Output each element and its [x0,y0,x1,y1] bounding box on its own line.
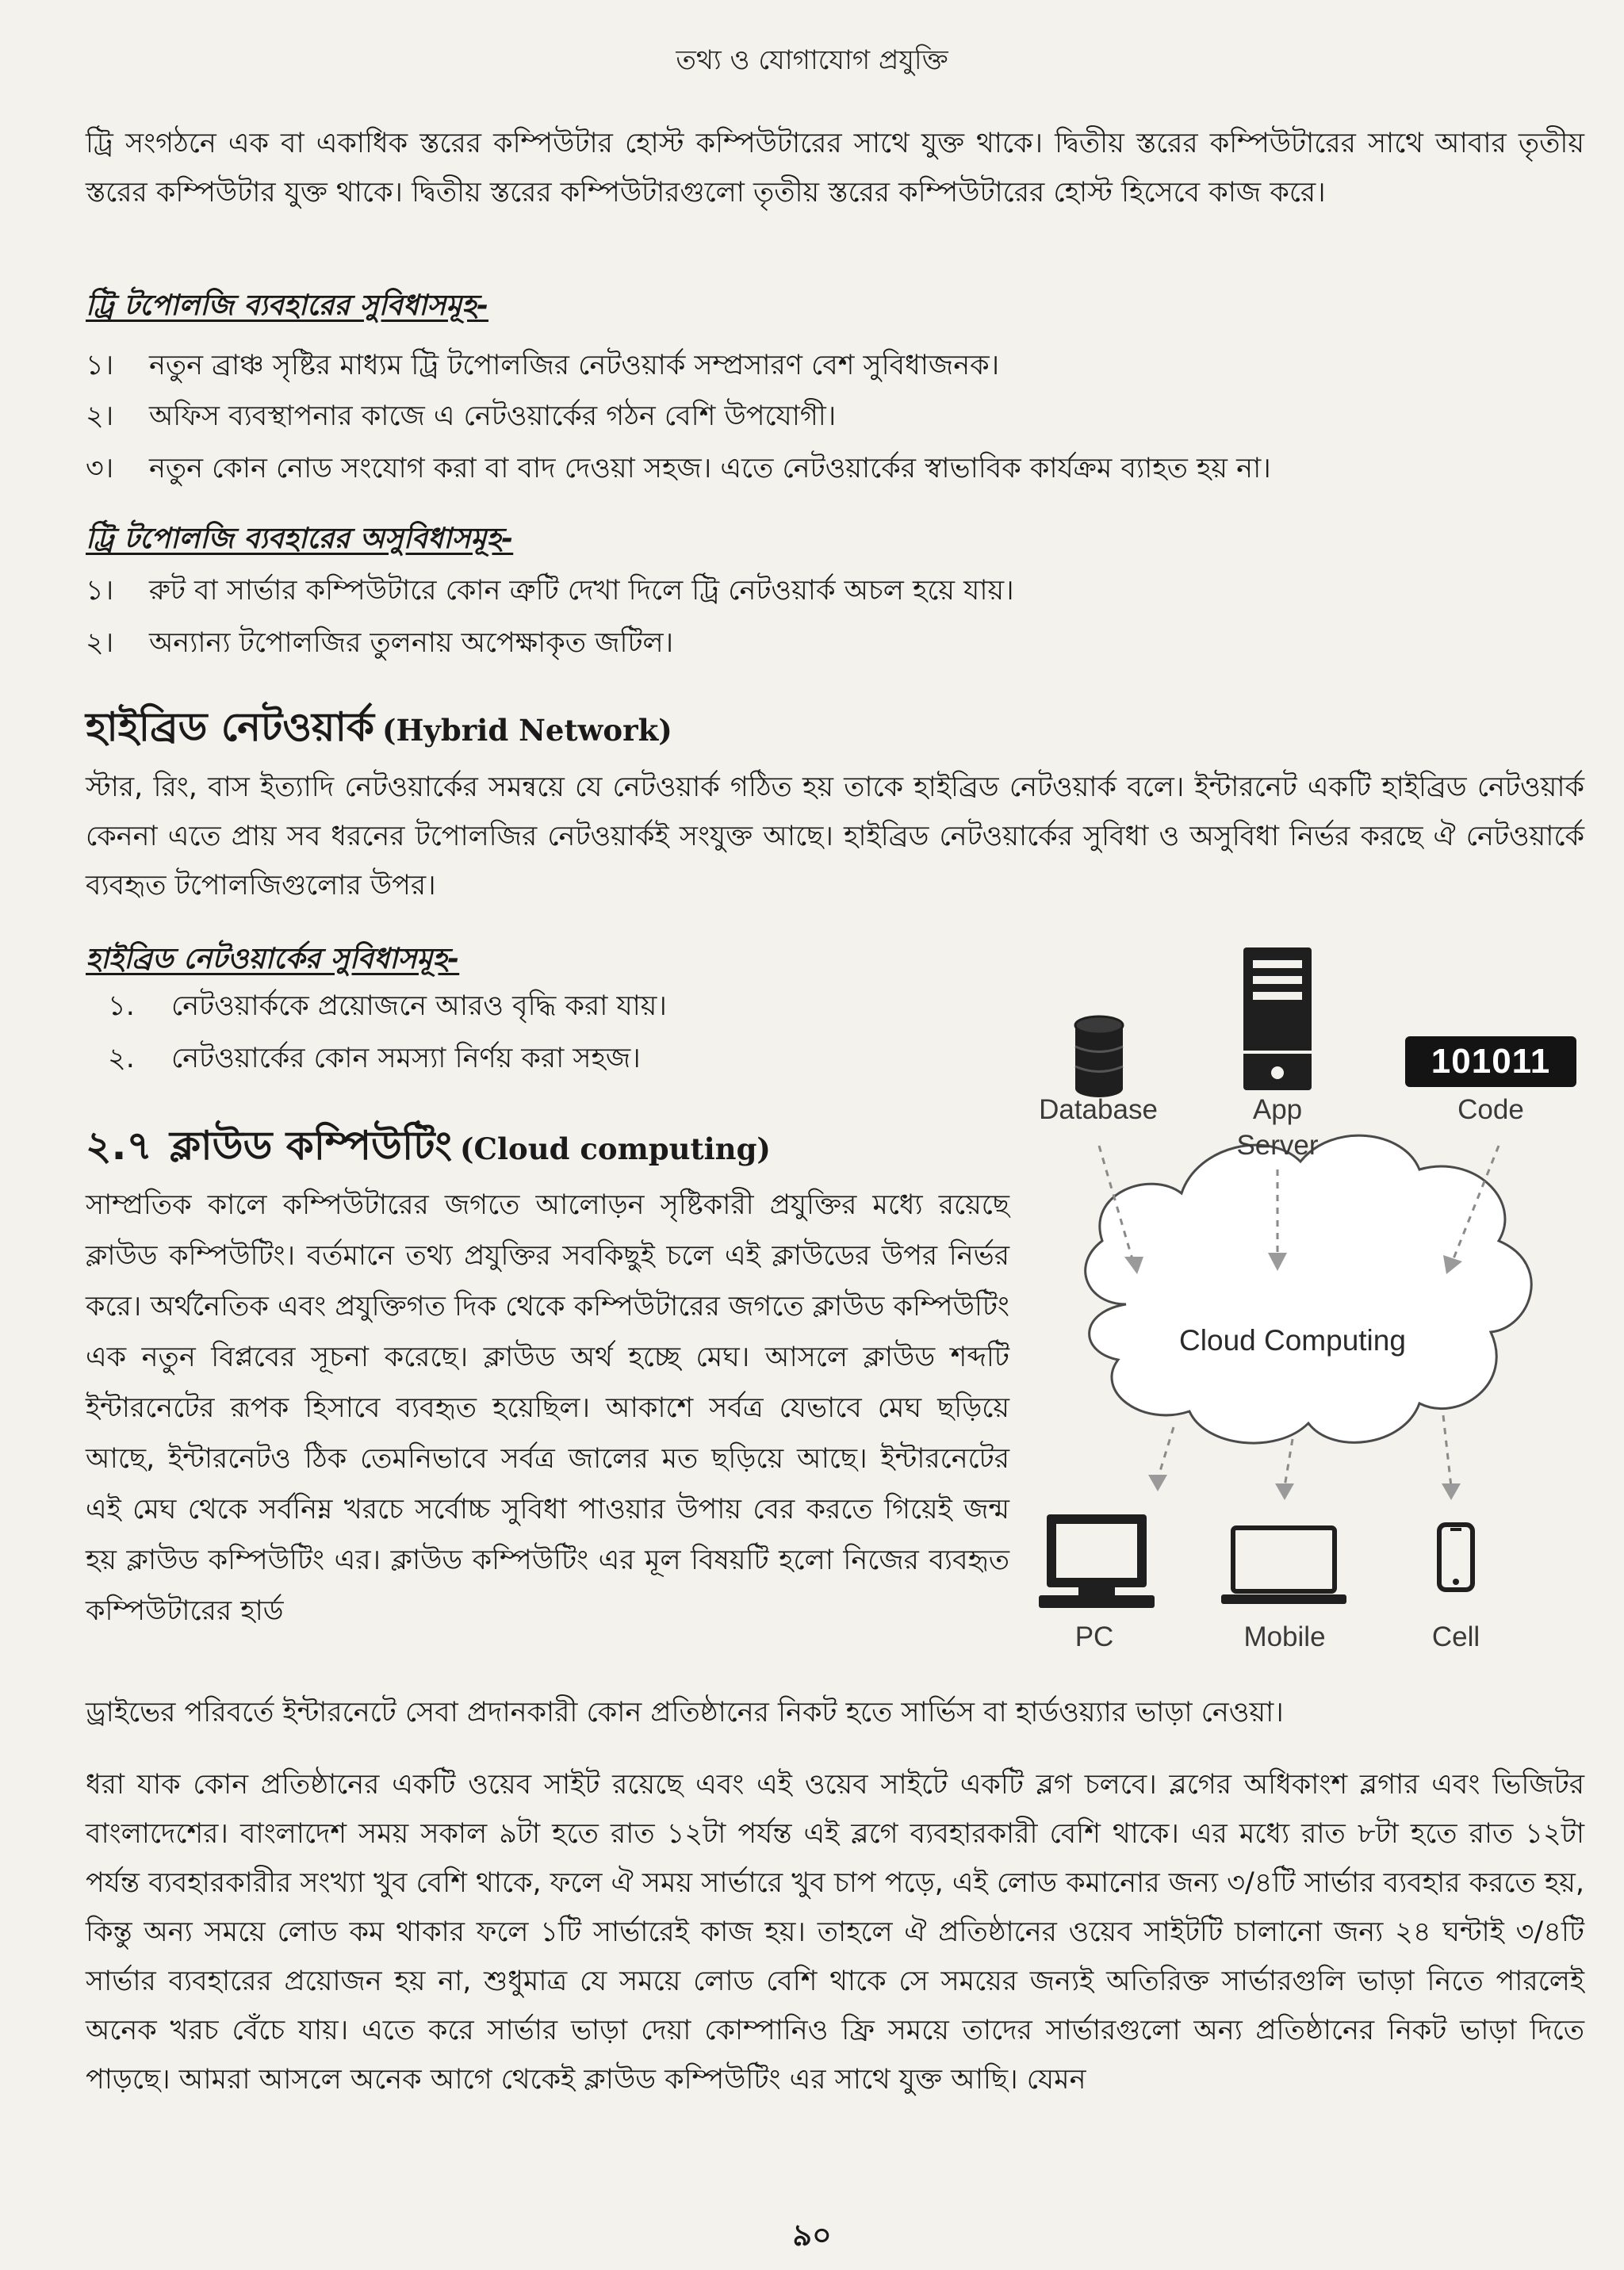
list-text: রুট বা সার্ভার কম্পিউটারে কোন ত্রুটি দেখা দিলে ট্রি নেটওয়ার্ক অচল হয়ে যায়। [149,575,1014,607]
cloud-example-paragraph: ধরা যাক কোন প্রতিষ্ঠানের একটি ওয়েব সাইট রয়েছে এবং এই ওয়েব সাইটে একটি ব্লগ চলবে। ব্লগের অধিকাংশ ব্লগার এবং ভিজিটর বাংলাদেশের। বাংলাদেশ সময় সকাল ৯টা হতে রাত ১২টা পর্যন্ত এই ব্লগে ব্যবহারকারী বেশি থাকে। এর মধ্যে রাত ৮টা হতে রাত ১২টা পর্যন্ত ব্যবহারকারীর সংখ্যা খুব বেশি থাকে, ফলে ঐ সময় সার্ভারে খুব চাপ পড়ে, এই লোড কমানোর জন্য ৩/৪টি সার্ভার ব্যবহার করতে হয়, কিন্তু অন্য সময়ে লোড কম থাকার ফলে ১টি সার্ভারেই কাজ হয়। তাহলে ঐ প্রতিষ্ঠানের ওয়েব সাইটটি চালানো জন্য ২৪ ঘন্টাই ৩/৪টি সার্ভার ব্যবহারের প্রয়োজন হয় না, শুধুমাত্র যে সময়ে লোড বেশি থাকে সে সময়ের জন্যই অতিরিক্ত সার্ভারগুলি ভাড়া নিতে পারলেই অনেক খরচ বেঁচে যায়। এতে করে সার্ভার ভাড়া দেয়া কোম্পানিও ফ্রি সময়ে তাদের সার্ভারগুলো অন্য প্রতিষ্ঠানের নিকট ভাড়া দিতে পাড়ছে। আমরা আসলে অনেক আগে থেকেই ক্লাউড কম্পিউটিং এর সাথে যুক্ত আছি। যেমন [86,1769,1584,2096]
pc-icon [1039,1514,1155,1608]
running-title: তথ্য ও যোগাযোগ প্রযুক্তি [676,44,948,76]
laptop-icon [1221,1528,1346,1604]
hybrid-heading-en: (Hybrid Network) [381,713,672,748]
app-server-label-line2: Server [1236,1130,1319,1161]
cloud-icon [1086,1135,1531,1443]
cloud-heading-en: (Cloud computing) [460,1131,771,1166]
list-item [86,446,1271,492]
arrowheads-out [1148,1475,1461,1500]
cloud-label: Cloud Computing [1179,1324,1406,1357]
cloud-paragraph: সাম্প্রতিক কালে কম্পিউটারের জগতে আলোড়ন সৃষ্টিকারী প্রযুক্তির মধ্যে রয়েছে ক্লাউড কম্পিউটিং। বর্তমানে তথ্য প্রযুক্তির সবকিছুই চলে এই ক্লাউডের উপর নির্ভর করে। অর্থনৈতিক এবং প্রযুক্তিগত দিক থেকে কম্পিউটারের জগতে ক্লাউড কম্পিউটিং এক নতুন বিপ্লবের সূচনা করেছে। ক্লাউড অর্থ হচ্ছে মেঘ। আসলে ক্লাউড শব্দটি ইন্টারনেটের রূপক হিসাবে ব্যবহৃত হয়েছিল। আকাশে সর্বত্র যেভাবে মেঘ ছড়িয়ে আছে, ইন্টারনেটও ঠিক তেমনিভাবে সর্বত্র জালের মত ছড়িয়ে আছে। ইন্টারনেটের এই মেঘ থেকে সর্বনিম্ন খরচে সর্বোচ্চ সুবিধা পাওয়ার উপায় বের করতে গিয়েই জন্ম হয় ক্লাউড কম্পিউটিং এর। ক্লাউড কম্পিউটিং এর মূল বিষয়টি হলো নিজের ব্যবহৃত কম্পিউটারের হার্ড [86,1189,1009,1627]
hybrid-paragraph: স্টার, রিং, বাস ইত্যাদি নেটওয়ার্কের সমন্বয়ে যে নেটওয়ার্ক গঠিত হয় তাকে হাইব্রিড নেটওয়ার্ক বলে। ইন্টারনেট একটি হাইব্রিড নেটওয়ার্ক কেননা এতে প্রায় সব ধরনের টপোলজির নেটওয়ার্কই সংযুক্ত আছে। হাইব্রিড নেটওয়ার্কের সুবিধা ও অসুবিধা নির্ভর করছে ঐ নেটওয়ার্কে ব্যবহৃত টপোলজিগুলোর উপর। [86,771,1584,901]
list-text: নতুন ব্রাঞ্চ সৃষ্টির মাধ্যম ট্রি টপোলজির নেটওয়ার্ক সম্প্রসারণ বেশ সুবিধাজনক। [149,350,1000,381]
list-text: নেটওয়ার্কের কোন সমস্যা নির্ণয় করা সহজ। [171,1043,641,1074]
app-server-label-line1: App [1252,1094,1303,1125]
mobile-label: Mobile [1243,1621,1326,1652]
list-number: ৩। [86,453,114,484]
list-item [86,343,999,389]
tree-advantages-heading: ট্রি টপোলজি ব্যবহারের সুবিধাসমূহ- [86,289,489,322]
tree-intro-paragraph: ট্রি সংগঠনে এক বা একাধিক স্তরের কম্পিউটার হোস্ট কম্পিউটারের সাথে যুক্ত থাকে। দ্বিতীয় স্তরের কম্পিউটারের সাথে আবার তৃতীয় স্তরের কম্পিউটার যুক্ত থাকে। দ্বিতীয় স্তরের কম্পিউটারগুলো তৃতীয় স্তরের কম্পিউটারের হোস্ট হিসেবে কাজ করে। [86,128,1584,209]
server-icon [1243,947,1312,1090]
list-item [86,393,836,439]
list-text: নেটওয়ার্ককে প্রয়োজনে আরও বৃদ্ধি করা যায়। [171,990,667,1022]
list-text: অফিস ব্যবস্থাপনার কাজে এ নেটওয়ার্কের গঠন বেশি উপযোগী। [149,400,837,432]
page-number: ৯০ [792,2218,832,2253]
database-label: Database [1039,1094,1158,1125]
list-number: ১. [108,990,135,1022]
list-number: ২। [86,400,114,432]
hybrid-heading-bn: হাইব্রিড নেটওয়ার্ক [86,704,374,750]
list-number: ১। [86,575,114,607]
section-number: ২.৭ [86,1123,153,1169]
cloud-paragraph-tail: ড্রাইভের পরিবর্তে ইন্টারনেটে সেবা প্রদানকারী কোন প্রতিষ্ঠানের নিকট হতে সার্ভিস বা হার্ডওয়্যার ভাড়া নেওয়া। [86,1697,1284,1728]
list-number: ২. [108,1043,135,1074]
list-text: অন্যান্য টপোলজির তুলনায় অপেক্ষাকৃত জটিল। [149,627,674,659]
cloud-heading [86,1116,771,1182]
cell-label: Cell [1431,1621,1480,1652]
pc-label: PC [1074,1621,1114,1652]
list-number: ২। [86,627,114,659]
cloud-heading-bn: ক্লাউড কম্পিউটিং [170,1123,453,1169]
list-number: ১। [86,350,114,381]
code-icon: 101011 [1405,1036,1576,1087]
hybrid-heading [86,698,672,764]
hybrid-advantages-heading: হাইব্রিড নেটওয়ার্কের সুবিধাসমূহ- [86,943,460,975]
list-item [86,568,1014,614]
code-label: Code [1457,1094,1524,1125]
list-item [86,620,673,666]
list-item [108,983,667,1029]
list-text: নতুন কোন নোড সংযোগ করা বা বাদ দেওয়া সহজ। এতে নেটওয়ার্কের স্বাভাবিক কার্যক্রম ব্যাহত হয় না। [149,453,1271,484]
database-icon [1075,1016,1123,1097]
tree-disadvantages-heading: ট্রি টপোলজি ব্যবহারের অসুবিধাসমূহ- [86,523,514,555]
cloud-computing-diagram [1031,932,1602,1701]
phone-icon [1439,1525,1473,1590]
list-item [108,1035,641,1081]
